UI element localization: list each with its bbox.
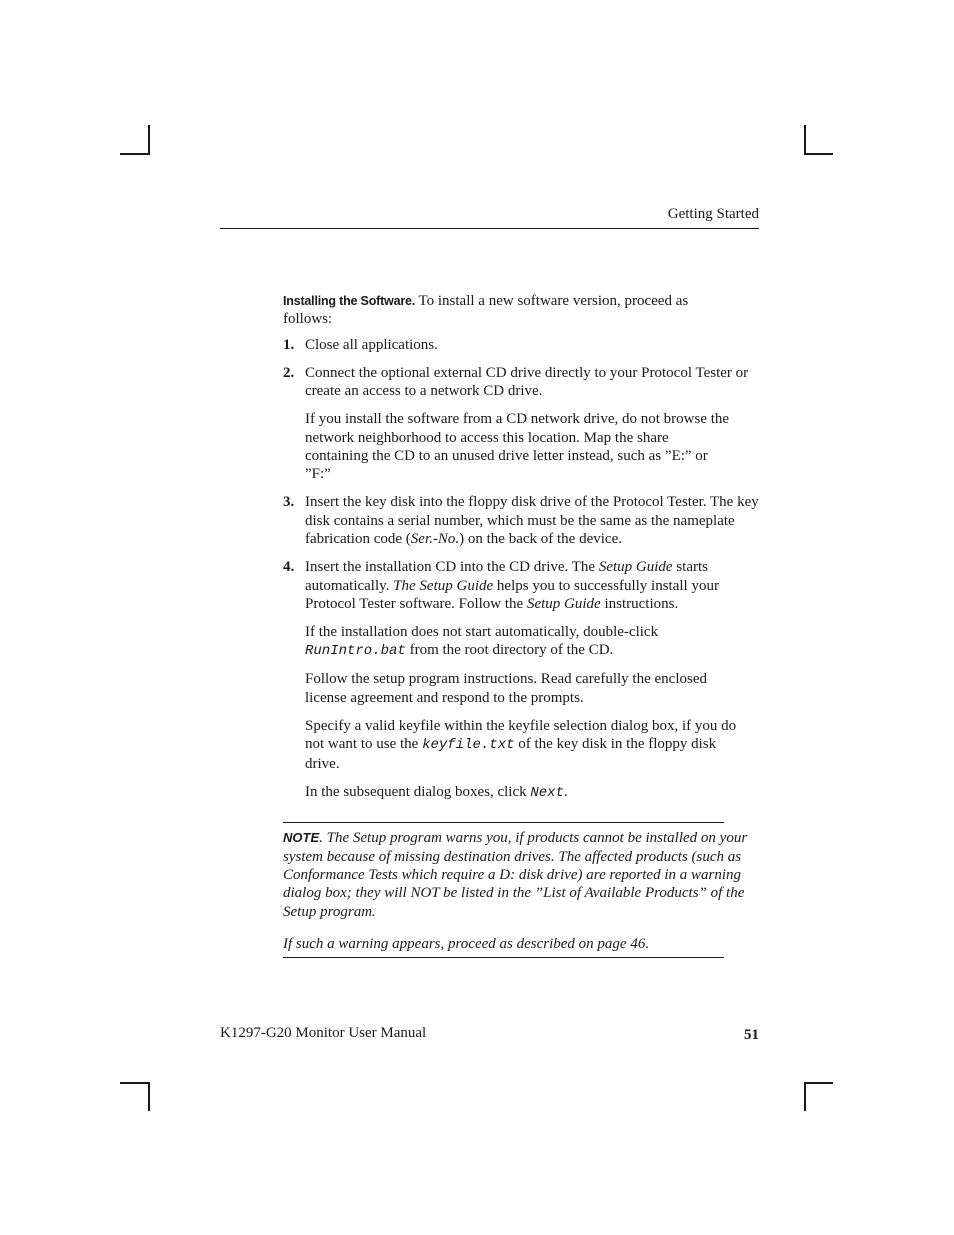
step-number: 4.	[283, 559, 295, 576]
crop-mark-bottom-left-vertical	[148, 1082, 150, 1111]
step-4	[283, 558, 765, 613]
page-footer	[220, 1025, 759, 1042]
step-number: 3.	[283, 494, 295, 511]
crop-mark-bottom-right-vertical	[804, 1082, 806, 1111]
note-label: NOTE	[283, 830, 320, 846]
note-warning: If such a warning appears, proceed as described on page 46.	[283, 936, 650, 953]
step-text: Close all applications.	[305, 336, 438, 353]
crop-mark-top-right-horizontal	[804, 153, 833, 155]
step-2	[283, 364, 765, 401]
next-button-label: Next	[530, 784, 564, 801]
step-4-setup-note: Follow the setup program instructions. Read carefully the enclosed license agreement and respond to the prompts.	[305, 671, 707, 706]
crop-mark-bottom-right-horizontal	[804, 1082, 833, 1084]
crop-mark-bottom-left-horizontal	[120, 1082, 150, 1084]
step-number: 1.	[283, 336, 295, 353]
step-2-note: If you install the software from a CD network drive, do not browse the network neighborhood to access this location. Map the share containing the CD to an unused drive letter instead, such as ”E:” or ”F:”	[305, 411, 730, 483]
keyfile-filename: keyfile.txt	[422, 737, 515, 754]
note-top-rule	[283, 822, 724, 823]
intro-paragraph	[283, 292, 713, 329]
crop-mark-top-left-horizontal	[120, 153, 150, 155]
crop-mark-top-right-vertical	[804, 125, 806, 155]
step-3	[283, 493, 765, 548]
step-text: Connect the optional external CD drive directly to your Protocol Tester or create an access to a network CD drive.	[305, 364, 749, 400]
step-4-keyfile-note: Specify a valid keyfile within the keyfile selection dialog box, if you do not want to use the keyfile.txt of the key disk in the floppy disk drive.	[305, 717, 737, 772]
page-content	[283, 292, 765, 958]
step-text: Insert the installation CD into the CD drive. The Setup Guide starts automatically. The Setup Guide helps you to successfully install your Protocol Tester software. Follow the Setup Guide instructions.	[305, 559, 719, 613]
header-rule	[220, 228, 759, 229]
crop-mark-top-left-vertical	[148, 125, 150, 155]
manual-title: K1297-G20 Monitor User Manual	[220, 1025, 427, 1041]
page-number: 51	[744, 1027, 759, 1043]
step-text: Insert the key disk into the floppy disk drive of the Protocol Tester. The key disk contains a serial number, which must be the same as the nameplate fabrication code (Ser.-No.) on the back of the device.	[305, 494, 759, 548]
step-4-autostart-note: If the installation does not start automatically, double-click RunIntro.bat from the root directory of the CD.	[305, 624, 659, 660]
note-paragraph: NOTE. The Setup program warns you, if products cannot be installed on your system because of missing destination drives. The affected products (such as Conformance Tests which require a D: disk drive) are reported in a warning dialog box; they will NOT be listed in the ”List of Available Products” of the Setup program.	[283, 830, 748, 920]
step-number: 2.	[283, 364, 295, 381]
intro-lead: Installing the Software.	[283, 294, 416, 308]
step-1	[283, 336, 765, 354]
intro-text: To install a new software version, proceed as follows:	[283, 293, 689, 328]
step-4-next-note: In the subsequent dialog boxes, click Next.	[305, 783, 568, 801]
note-bottom-rule	[283, 957, 724, 958]
runintro-filename: RunIntro.bat	[305, 643, 406, 660]
running-header: Getting Started	[667, 206, 759, 222]
serial-number-label: Ser.-No.	[410, 531, 460, 548]
